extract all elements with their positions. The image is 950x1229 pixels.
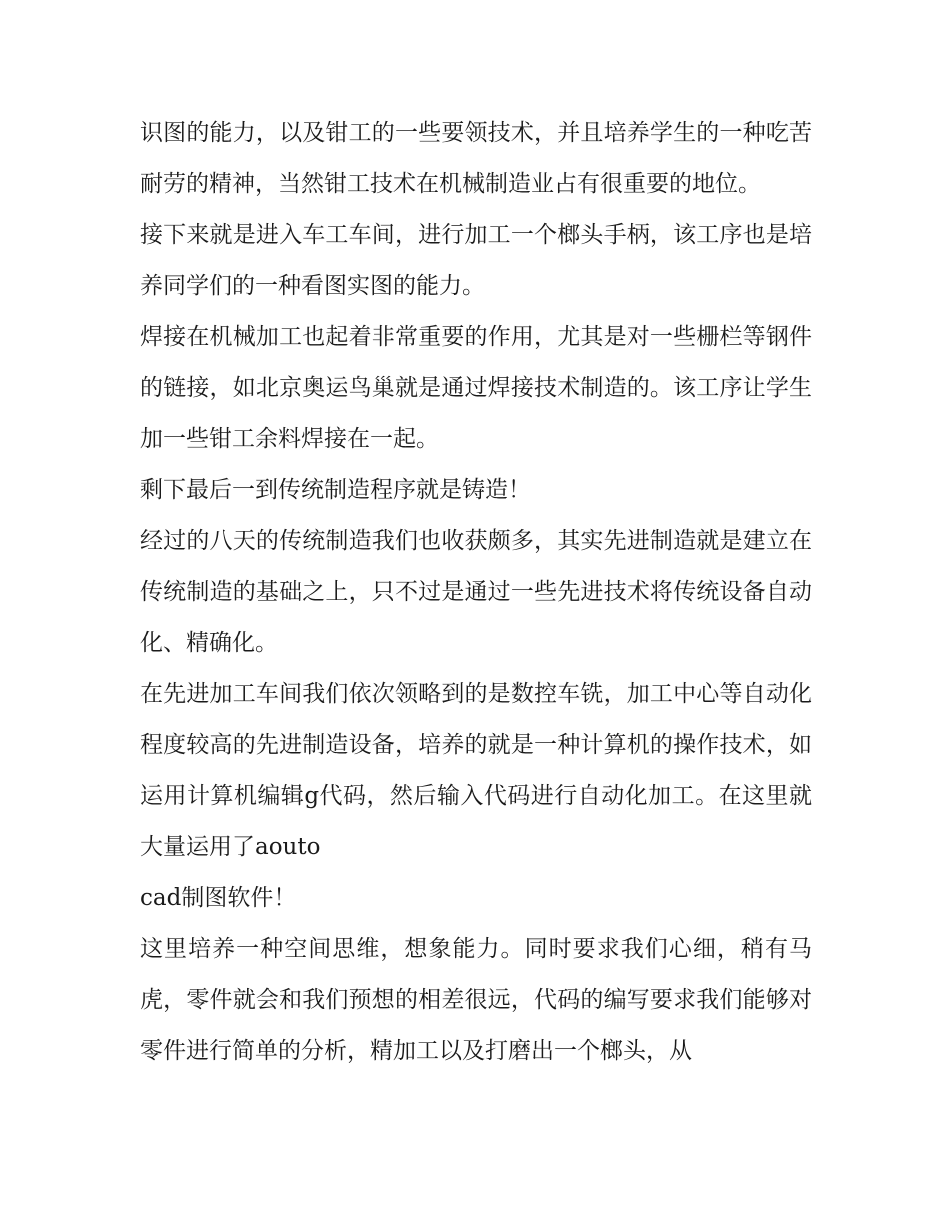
paragraph-6: 在先进加工车间我们依次领略到的是数控车铣，加工中心等自动化程度较高的先进制造设备，培养的就是一种计算机的操作技术，如运用计算机编辑g代码，然后输入代码进行自动化加工。在这里就大量运用了aouto — [140, 681, 812, 860]
body-text — [140, 108, 812, 1077]
paragraph-5: 经过的八天的传统制造我们也收获颇多，其实先进制造就是建立在传统制造的基础之上，只不过是通过一些先进技术将传统设备自动化、精确化。 — [140, 528, 812, 656]
paragraph-1: 识图的能力，以及钳工的一些要领技术，并且培养学生的一种吃苦耐劳的精神，当然钳工技术在机械制造业占有很重要的地位。 — [140, 120, 812, 197]
paragraph-4: 剩下最后一到传统制造程序就是铸造！ — [140, 477, 531, 503]
paragraph-2: 接下来就是进入车工车间，进行加工一个榔头手柄，该工序也是培养同学们的一种看图实图的能力。 — [140, 222, 812, 299]
paragraph-8: 这里培养一种空间思维，想象能力。同时要求我们心细，稍有马虎，零件就会和我们预想的相差很远，代码的编写要求我们能够对零件进行简单的分析，精加工以及打磨出一个榔头，从 — [140, 936, 812, 1064]
paragraph-3: 焊接在机械加工也起着非常重要的作用，尤其是对一些栅栏等钢件的链接，如北京奥运鸟巢就是通过焊接技术制造的。该工序让学生加一些钳工余料焊接在一起。 — [140, 324, 812, 452]
paragraph-7: cad制图软件！ — [140, 885, 297, 911]
